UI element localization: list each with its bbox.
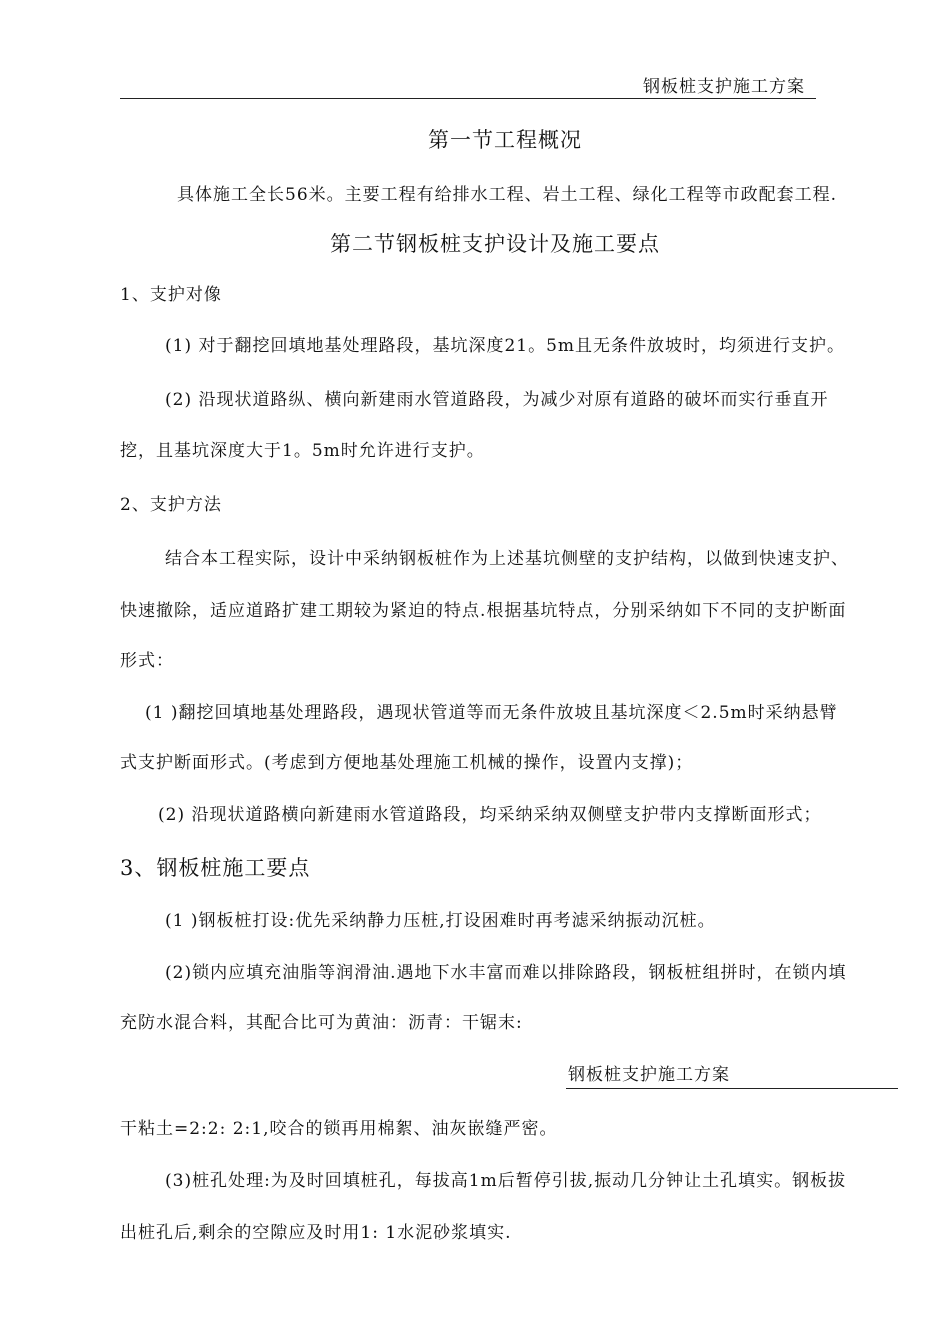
item2-paragraph1-line3: 形式： — [120, 651, 174, 671]
section2-title: 第二节钢板桩支护设计及施工要点 — [330, 232, 660, 256]
item2-paragraph1-line1: 结合本工程实际，设计中采纳钢板桩作为上述基坑侧壁的支护结构，以做到快速支护、 — [165, 549, 849, 569]
page-header-title: 钢板桩支护施工方案 — [643, 77, 805, 97]
item3-paragraph2-line1: (2)锁内应填充油脂等润滑油.遇地下水丰富而难以排除路段，钢板桩组拼时，在锁内填 — [165, 963, 847, 983]
item2-paragraph2-line2: 式支护断面形式。(考虑到方便地基处理施工机械的操作，设置内支撑)； — [120, 753, 694, 773]
page2-header-divider — [566, 1088, 898, 1089]
item2-paragraph3: (2) 沿现状道路横向新建雨水管道路段，均采纳采纳双侧壁支护带内支撑断面形式； — [158, 805, 822, 825]
item2-heading: 2、支护方法 — [120, 495, 222, 515]
continuation-line1: 干粘土=2:2: 2:1,咬合的锁再用棉絮、油灰嵌缝严密。 — [120, 1119, 558, 1139]
item3-paragraph1: (1 )钢板桩打设:优先采纳静力压桩,打设困难时再考滤采纳振动沉桩。 — [165, 911, 716, 931]
item3-heading: 3、钢板桩施工要点 — [120, 856, 311, 880]
item1-paragraph2-line1: (2) 沿现状道路纵、横向新建雨水管道路段，为减少对原有道路的破坏而实行垂直开 — [165, 390, 829, 410]
item3-paragraph3-line1: (3)桩孔处理:为及时回填桩孔，每拔高1m后暂停引拔,振动几分钟让土孔填实。钢板拔 — [165, 1171, 847, 1191]
item2-paragraph2-line1: (1 )翻挖回填地基处理路段，遇现状管道等而无条件放坡且基坑深度＜2.5m时采纳悬臂 — [145, 703, 838, 723]
header-divider — [120, 98, 816, 99]
item3-paragraph2-line2: 充防水混合料，其配合比可为黄油：沥青：干锯末: — [120, 1013, 523, 1033]
item1-paragraph2-line2: 挖，且基坑深度大于1。5m时允许进行支护。 — [120, 441, 485, 461]
item3-paragraph3-line2: 出桩孔后,剩余的空隙应及时用1: 1水泥砂浆填实. — [120, 1223, 512, 1243]
item2-paragraph1-line2: 快速撤除，适应道路扩建工期较为紧迫的特点.根据基坑特点，分别采纳如下不同的支护断面 — [120, 601, 847, 621]
item1-paragraph1: (1) 对于翻挖回填地基处理路段，基坑深度21。5m且无条件放坡时，均须进行支护。 — [165, 336, 846, 356]
section1-paragraph: 具体施工全长56米。主要工程有给排水工程、岩土工程、绿化工程等市政配套工程. — [177, 185, 838, 205]
page2-header-title: 钢板桩支护施工方案 — [568, 1065, 730, 1085]
section1-title: 第一节工程概况 — [428, 128, 582, 152]
item1-heading: 1、支护对像 — [120, 285, 222, 305]
